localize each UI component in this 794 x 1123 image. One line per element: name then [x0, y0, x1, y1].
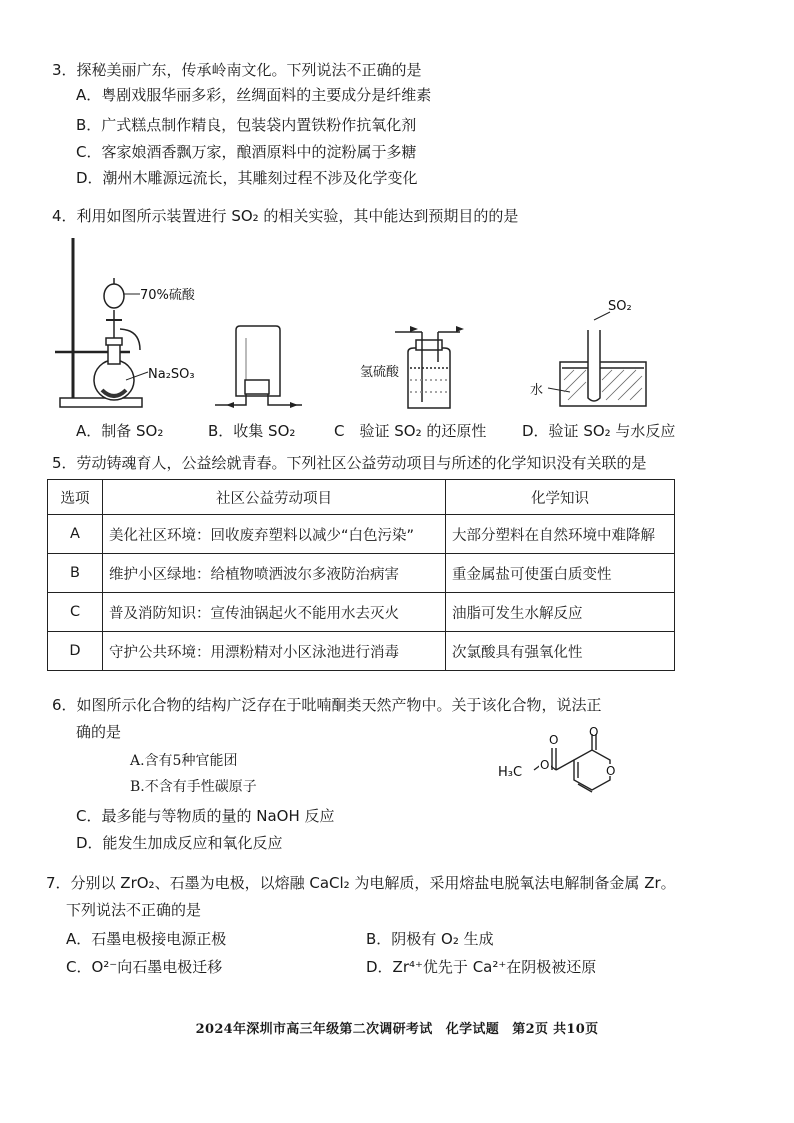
row-knowledge: 次氯酸具有强氧化性 [446, 632, 675, 671]
label-methyl: H₃C [498, 765, 523, 780]
label-h2s: 氢硫酸 [360, 365, 400, 380]
header-project: 社区公益劳动项目 [103, 480, 446, 515]
header-knowledge: 化学知识 [446, 480, 675, 515]
q3-stem: 3．探秘美丽广东，传承岭南文化。下列说法不正确的是 [52, 61, 422, 79]
row-project: 守护公共环境：用漂粉精对小区泳池进行消毒 [103, 632, 446, 671]
q7-option-c: C．O²⁻向石墨电极迁移 [66, 958, 223, 976]
q7-option-b: B．阴极有 O₂ 生成 [366, 930, 494, 948]
q3-option-c: C．客家娘酒香飘万家，酿酒原料中的淀粉属于多糖 [76, 143, 417, 161]
q6-option-d: D．能发生加成反应和氧化反应 [76, 834, 283, 852]
q6-structure-figure [494, 726, 654, 810]
q6-stem-line1: 6．如图所示化合物的结构广泛存在于吡喃酮类天然产物中。关于该化合物，说法正 [52, 696, 602, 714]
q5-table [47, 479, 675, 671]
table-row [48, 515, 675, 554]
row-project: 美化社区环境：回收废弃塑料以减少“白色污染” [103, 515, 446, 554]
apparatus-c [395, 332, 460, 408]
row-option: A [48, 515, 103, 554]
q3-option-b: B．广式糕点制作精良，包装袋内置铁粉作抗氧化剂 [76, 116, 417, 134]
q3-option-a: A．粤剧戏服华丽多彩，丝绸面料的主要成分是纤维素 [76, 86, 432, 104]
q3-option-d: D．潮州木雕源远流长，其雕刻过程不涉及化学变化 [76, 169, 418, 187]
row-project: 维护小区绿地：给植物喷洒波尔多液防治病害 [103, 554, 446, 593]
label-o-ring: O [606, 764, 616, 778]
page-footer: 2024年深圳市高三年级第二次调研考试 化学试题 第2页 共10页 [195, 1022, 599, 1037]
label-o-carbonyl1: O [549, 733, 559, 747]
row-option: D [48, 632, 103, 671]
table-header-row [48, 480, 675, 515]
q6-option-c: C．最多能与等物质的量的 NaOH 反应 [76, 807, 335, 825]
q7-stem-line1: 7．分别以 ZrO₂、石墨为电极，以熔融 CaCl₂ 为电解质，采用熔盐电脱氧法电解制备金属 Zr。 [46, 874, 676, 892]
apparatus-b [215, 326, 302, 405]
q4-option-c: C 验证 SO₂ 的还原性 [334, 422, 487, 440]
header-option: 选项 [48, 480, 103, 515]
q7-stem-line2: 下列说法不正确的是 [66, 901, 202, 919]
arrows-c [410, 326, 464, 332]
row-option: B [48, 554, 103, 593]
apparatus-d [548, 312, 646, 406]
q6-option-a: A.含有5种官能团 [130, 753, 238, 769]
q4-option-a: A．制备 SO₂ [76, 422, 164, 440]
row-knowledge: 重金属盐可使蛋白质变性 [446, 554, 675, 593]
label-salt: Na₂SO₃ [148, 367, 195, 382]
table-row [48, 554, 675, 593]
q5-stem: 5．劳动铸魂育人，公益绘就青春。下列社区公益劳动项目与所述的化学知识没有关联的是 [52, 454, 647, 472]
q7-option-d: D．Zr⁴⁺优先于 Ca²⁺在阴极被还原 [366, 958, 597, 976]
row-option: C [48, 593, 103, 632]
row-knowledge: 油脂可发生水解反应 [446, 593, 675, 632]
label-water: 水 [530, 383, 544, 398]
q4-option-b: B．收集 SO₂ [208, 422, 296, 440]
q6-option-b: B.不含有手性碳原子 [130, 779, 257, 795]
row-knowledge: 大部分塑料在自然环境中难降解 [446, 515, 675, 554]
label-o-ester: O [540, 758, 550, 772]
label-so2: SO₂ [608, 299, 632, 314]
q7-option-a: A．石墨电极接电源正极 [66, 930, 227, 948]
q4-stem: 4．利用如图所示装置进行 SO₂ 的相关实验，其中能达到预期目的的是 [52, 207, 519, 225]
apparatus-a [55, 238, 148, 407]
q6-stem-line2: 确的是 [76, 723, 122, 741]
q4-option-d: D．验证 SO₂ 与水反应 [522, 422, 676, 440]
q4-apparatus-figure [40, 230, 720, 420]
table-row [48, 593, 675, 632]
table-row [48, 632, 675, 671]
row-project: 普及消防知识：宣传油锅起火不能用水去灭火 [103, 593, 446, 632]
label-acid: 70%硫酸 [140, 288, 195, 303]
label-o-carbonyl2: O [589, 726, 599, 739]
